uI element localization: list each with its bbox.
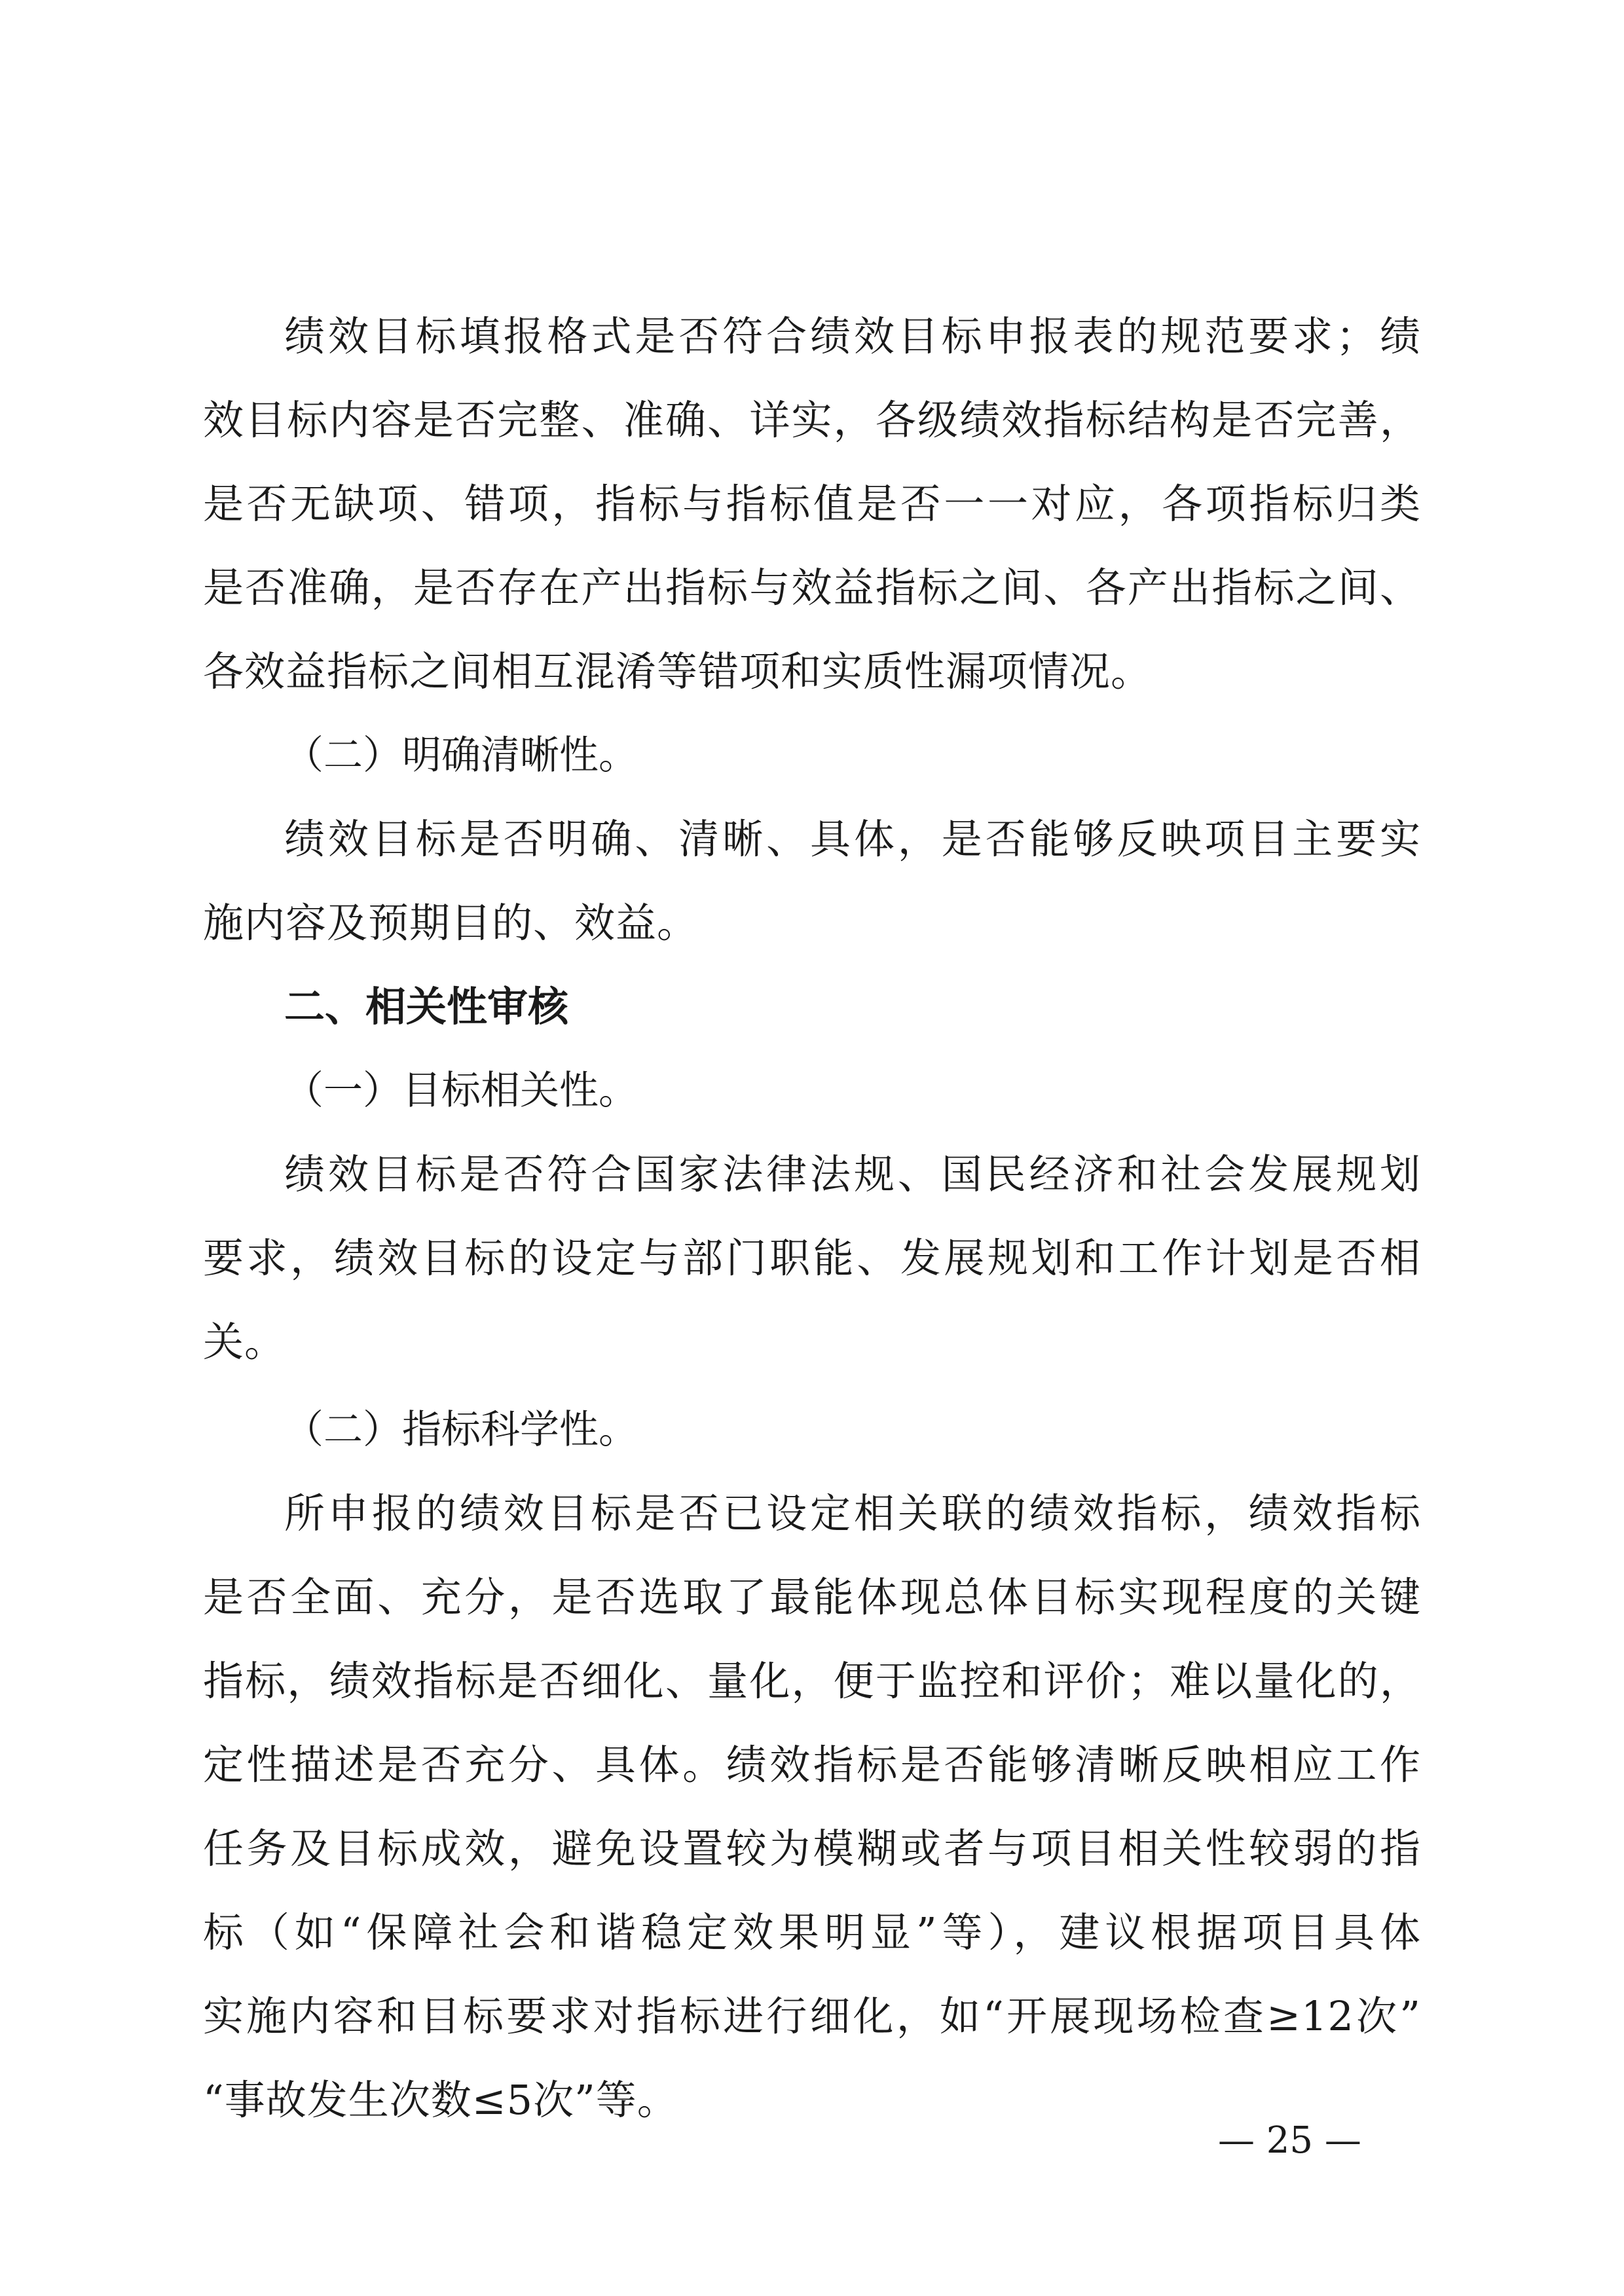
paragraph-4-line: 所申报的绩效目标是否已设定相关联的绩效指标，绩效指标 [284,1489,1421,1537]
paragraph-2-line: 绩效目标是否明确、清晰、具体，是否能够反映项目主要实 [284,815,1421,863]
paragraph-1-line: 绩效目标填报格式是否符合绩效目标申报表的规范要求；绩 [284,312,1421,360]
paragraph-3-line: 绩效目标是否符合国家法律法规、国民经济和社会发展规划 [284,1150,1421,1198]
paragraph-4-line: “事故发生次数≤5次”等。 [203,2076,678,2124]
paragraph-4-line: 定性描述是否充分、具体。绩效指标是否能够清晰反映相应工作 [203,1741,1421,1789]
heading-relevance-review: 二、相关性审核 [284,983,569,1030]
page-number: — 25 — [1218,2119,1361,2162]
subheading-indicator-science: （二）指标科学性。 [284,1407,638,1453]
paragraph-3-line: 关。 [203,1318,286,1366]
paragraph-3-line: 要求，绩效目标的设定与部门职能、发展规划和工作计划是否相 [203,1234,1421,1282]
paragraph-1-line: 是否准确，是否存在产出指标与效益指标之间、各产出指标之间、 [203,564,1421,611]
paragraph-4-line: 是否全面、充分，是否选取了最能体现总体目标实现程度的关键 [203,1573,1421,1621]
paragraph-4-line: 标（如“保障社会和谐稳定效果明显”等），建议根据项目具体 [203,1908,1421,1956]
paragraph-2-line: 施内容及预期目的、效益。 [203,899,699,947]
paragraph-1-line: 是否无缺项、错项，指标与指标值是否一一对应，各项指标归类 [203,480,1421,528]
paragraph-4-line: 任务及目标成效，避免设置较为模糊或者与项目相关性较弱的指 [203,1825,1421,1872]
paragraph-1-line: 各效益指标之间相互混淆等错项和实质性漏项情况。 [203,647,1153,695]
paragraph-4-line: 指标，绩效指标是否细化、量化，便于监控和评价；难以量化的， [203,1657,1421,1705]
paragraph-4-line: 实施内容和目标要求对指标进行细化，如“开展现场检查≥12次” [203,1992,1421,2040]
subheading-clarity: （二）明确清晰性。 [284,733,638,778]
subheading-target-relevance: （一）目标相关性。 [284,1068,638,1114]
document-body [203,295,1421,2142]
paragraph-1-line: 效目标内容是否完整、准确、详实，各级绩效指标结构是否完善， [203,396,1421,444]
